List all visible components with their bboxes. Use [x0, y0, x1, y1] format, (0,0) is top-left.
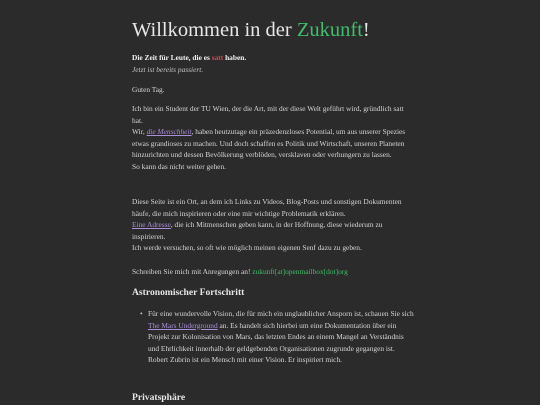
mars-underground-link[interactable]: The Mars Underground: [148, 320, 218, 330]
adresse-link[interactable]: Eine Adresse: [132, 220, 171, 230]
purpose-line-3: Ich werde versuchen, so oft wie möglich meinen eigenen Senf dazu zu geben.: [132, 243, 362, 253]
intro-block: [132, 52, 414, 75]
menschheit-link[interactable]: die Menschheit: [146, 127, 192, 137]
about-block: [132, 103, 414, 173]
about-line-2-rest: , haben heutzutage ein präzedenzloses Potential, um aus unserer Spezies etwas grandioses zu machen. Und doch schaffen es Politik und Wirtschaft, unseren Planeten hinzurichten und dessen Bevölkerung verblöden, versklaven oder verhungern zu lassen.: [132, 127, 406, 160]
page-title: [132, 18, 370, 42]
purpose-line-2: [132, 219, 414, 242]
intro-lead: [132, 52, 414, 64]
contact-line: [132, 266, 414, 278]
page-title-suffix: !: [362, 19, 370, 41]
astronomy-item-line-2: Robert Zubrin ist ein Mensch mit einer Vision. Er inspiriert mich.: [148, 355, 343, 365]
astronomy-heading: Astronomischer Fortschritt: [132, 287, 245, 298]
contact-prefix: Schreiben Sie mich mit Anregungen an!: [132, 267, 253, 276]
contact-block: [132, 266, 414, 278]
list-item: [132, 308, 414, 366]
privacy-heading: Privatsphäre: [132, 392, 186, 403]
purpose-line-2-rest: , die ich Mitmenschen geben kann, in der Hoffnung, diese wiederum zu inspirieren.: [132, 220, 383, 241]
intro-subline: Jetzt ist bereits passiert.: [132, 64, 204, 74]
contact-email[interactable]: zukunft[at]openmailbox[dot]org: [252, 267, 348, 276]
about-line-1: Ich bin ein Student der TU Wien, der die Art, mit der diese Welt geführt wird, gründlich satt hat.: [132, 104, 404, 125]
about-line-2: [132, 126, 414, 161]
intro-lead-highlight: satt: [211, 53, 224, 62]
purpose-line-1: Diese Seite ist ein Ort, an dem ich Links zu Videos, Blog-Posts und sonstigen Dokumenten häufe, die mich inspirieren oder eine mir wichtige Problematik erklären.: [132, 197, 402, 218]
bullet-icon: •: [140, 309, 143, 318]
purpose-block: [132, 196, 414, 254]
astronomy-item-rest: an. Es handelt sich hierbei um eine Dokumentation über ein Projekt zur Kolonisation von Mars, das letzten Endes an einem Mangel an Verständnis und Ehrlichkeit innerhalb der geldgebenden Organisationen zugrunde gegangen ist.: [148, 320, 404, 353]
page-title-highlight: Zukunft: [296, 19, 363, 41]
greeting-text: Guten Tag.: [132, 85, 165, 94]
astronomy-section: [132, 287, 414, 366]
about-wir: Wir,: [132, 127, 147, 137]
astronomy-item-prefix: Für eine wundervolle Vision, die für mich ein unglaublicher Ansporn ist, schauen Sie sich: [148, 309, 414, 318]
greeting-block: [132, 84, 414, 96]
page-title-prefix: Willkommen in der: [132, 19, 297, 41]
privacy-section: [132, 392, 414, 404]
astronomy-list: [132, 308, 414, 366]
intro-lead-suffix: haben.: [223, 53, 247, 62]
intro-lead-prefix: Die Zeit für Leute, die es: [132, 53, 212, 62]
about-line-3: So kann das nicht weiter gehen.: [132, 161, 226, 171]
